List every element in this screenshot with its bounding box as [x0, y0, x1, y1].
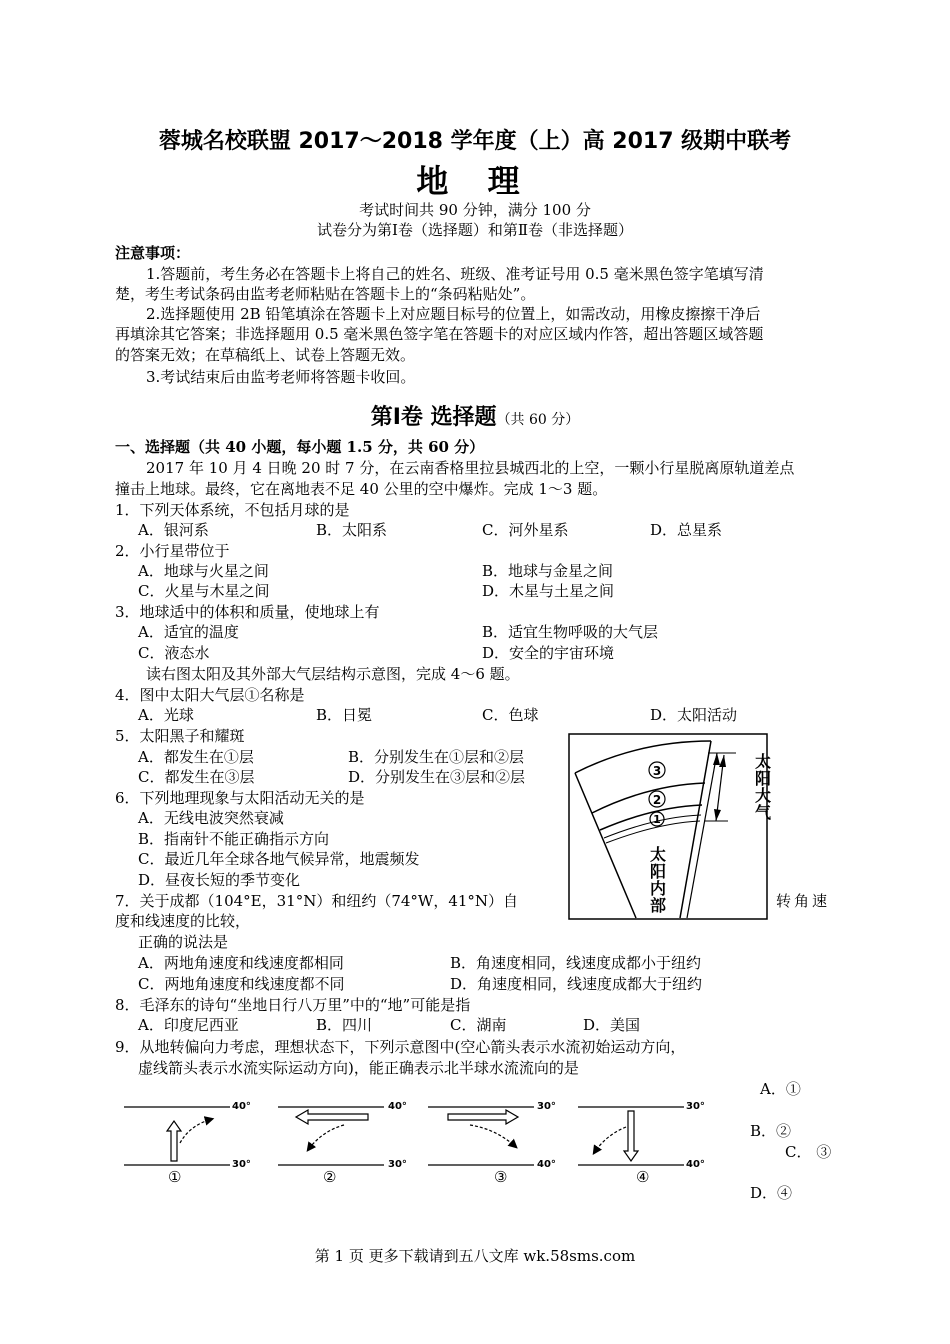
option: A．① — [760, 1080, 801, 1098]
figure-label: ① — [168, 1168, 182, 1186]
question-stem: 3．地球适中的体积和质量，使地球上有 — [115, 603, 380, 621]
subject-title: 地 理 — [416, 162, 534, 200]
sun-interior-label: 太阳内部 — [650, 845, 667, 915]
latitude-label: 40° — [537, 1159, 556, 1170]
question-stem: 6．下列地理现象与太阳活动无关的是 — [115, 789, 365, 807]
flow-figure-2 — [278, 1107, 384, 1165]
page-footer: 第 1 页 更多下载请到五八文库 wk.58sms.com — [314, 1247, 636, 1265]
figure-label: ④ — [636, 1168, 650, 1186]
section-title: 第Ⅰ卷 选择题 — [370, 405, 497, 430]
intro-text: 2017 年 10 月 4 日晚 20 时 7 分，在云南香格里拉县城西北的上空，一颗小行星脱离原轨道差点 — [146, 459, 795, 477]
option: C．最近几年全球各地气候异常，地震频发 — [138, 850, 420, 868]
option: B．地球与金星之间 — [482, 562, 614, 580]
question-stem: 4．图中太阳大气层①名称是 — [115, 686, 305, 704]
actual-flow-arrow — [470, 1125, 516, 1147]
part-heading: 一、选择题（共 40 小题，每小题 1.5 分，共 60 分） — [115, 438, 485, 456]
actual-flow-arrow — [308, 1125, 344, 1150]
figure-label: ② — [323, 1168, 337, 1186]
layer-2-label: 2 — [652, 793, 662, 807]
option: C．都发生在③层 — [138, 768, 255, 786]
option: A．银河系 — [138, 521, 209, 539]
option: D．分别发生在③层和②层 — [348, 768, 526, 786]
latitude-label: 30° — [537, 1101, 556, 1112]
latitude-label: 30° — [388, 1159, 407, 1170]
latitude-label: 40° — [232, 1101, 251, 1112]
option: C．火星与木星之间 — [138, 582, 270, 600]
option: B．指南针不能正确指示方向 — [138, 830, 330, 848]
question-stem: 9．从地转偏向力考虑，理想状态下，下列示意图中(空心箭头表示水流初始运动方向， — [115, 1038, 686, 1056]
option: D．④ — [750, 1184, 793, 1202]
exam-structure: 试卷分为第Ⅰ卷（选择题）和第Ⅱ卷（非选择题） — [316, 221, 634, 239]
question-stem: 2．小行星带位于 — [115, 542, 230, 560]
question-stem: 8．毛泽东的诗句“坐地日行八万里”中的“地”可能是指 — [115, 996, 471, 1014]
option: D．角速度相同，线速度成都大于纽约 — [450, 975, 703, 993]
option: B．太阳系 — [316, 521, 388, 539]
option: B．分别发生在①层和②层 — [348, 748, 525, 766]
note-line: 3.考试结束后由监考老师将答题卡收回。 — [146, 368, 416, 386]
figure-label: ③ — [494, 1168, 508, 1186]
question-stem: 1．下列天体系统，不包括月球的是 — [115, 501, 350, 519]
option: A．地球与火星之间 — [138, 562, 269, 580]
note-line: 2.选择题使用 2B 铅笔填涂在答题卡上对应题目标号的位置上，如需改动，用橡皮擦擦干净后 — [146, 305, 761, 323]
option: D．总星系 — [650, 521, 723, 539]
option: C．河外星系 — [482, 521, 569, 539]
layer-3-label: 3 — [652, 764, 662, 778]
option: D．昼夜长短的季节变化 — [138, 871, 301, 889]
initial-flow-arrow — [167, 1121, 181, 1161]
initial-flow-arrow — [448, 1110, 518, 1124]
latitude-label: 40° — [686, 1159, 705, 1170]
intro-text: 撞击上地球。最终，它在离地表不足 40 公里的空中爆炸。完成 1～3 题。 — [115, 480, 608, 498]
option: D．美国 — [583, 1016, 641, 1034]
option: C．湖南 — [450, 1016, 507, 1034]
option: D．太阳活动 — [650, 706, 738, 724]
option: A．适宜的温度 — [138, 623, 239, 641]
note-line: 的答案无效；在草稿纸上、试卷上答题无效。 — [115, 346, 416, 364]
section-score: （共 60 分） — [496, 412, 580, 428]
question-stem: 正确的说法是 — [138, 933, 229, 951]
latitude-label: 30° — [686, 1101, 705, 1112]
initial-flow-arrow — [296, 1110, 368, 1124]
exam-time-info: 考试时间共 90 分钟，满分 100 分 — [359, 201, 591, 219]
question-stem: 7．关于成都（104°E，31°N）和纽约（74°W，41°N）自 — [115, 892, 519, 910]
option: B．② — [750, 1122, 792, 1140]
option: B．角速度相同，线速度成都小于纽约 — [450, 954, 702, 972]
option: A．两地角速度和线速度都相同 — [138, 954, 344, 972]
layer-1-label: 1 — [653, 813, 661, 826]
option: A．印度尼西亚 — [138, 1016, 239, 1034]
notes-heading: 注意事项： — [115, 244, 191, 262]
latitude-label: 30° — [232, 1159, 251, 1170]
option: D．木星与土星之间 — [482, 582, 615, 600]
flow-figure-4 — [578, 1107, 684, 1165]
exam-title: 蓉城名校联盟 2017～2018 学年度（上）高 2017 级期中联考 — [158, 129, 792, 154]
intro-text: 读右图太阳及其外部大气层结构示意图，完成 4～6 题。 — [146, 665, 520, 683]
latitude-label: 40° — [388, 1101, 407, 1112]
note-line: 再填涂其它答案；非选择题用 0.5 毫米黑色签字笔在答题卡的对应区域内作答，超出答题区域答题 — [115, 325, 764, 343]
question-stem: 5．太阳黑子和耀斑 — [115, 727, 245, 745]
sun-atmosphere-label: 太阳大气 — [755, 752, 772, 822]
actual-flow-arrow — [180, 1119, 212, 1143]
option: A．无线电波突然衰减 — [138, 809, 284, 827]
option: A．光球 — [138, 706, 194, 724]
option: A．都发生在①层 — [138, 748, 254, 766]
actual-flow-arrow — [594, 1127, 626, 1153]
question-stem: 度和线速度的比较， — [115, 912, 251, 930]
section-heading — [0, 400, 950, 431]
flow-figure-1 — [124, 1107, 230, 1165]
flow-figure-3 — [428, 1107, 534, 1165]
initial-flow-arrow — [624, 1111, 638, 1161]
sun-structure-figure — [568, 733, 768, 920]
option: B．日冕 — [316, 706, 373, 724]
option: C． ③ — [785, 1143, 832, 1161]
option: B．适宜生物呼吸的大气层 — [482, 623, 659, 641]
question-stem: 虚线箭头表示水流实际运动方向)，能正确表示北半球水流流向的是 — [138, 1059, 579, 1077]
option: C．液态水 — [138, 644, 210, 662]
option: B．四川 — [316, 1016, 373, 1034]
option: C．两地角速度和线速度都不同 — [138, 975, 345, 993]
note-line: 楚，考生考试条码由监考老师粘贴在答题卡上的“条码粘贴处”。 — [115, 285, 536, 303]
option: D．安全的宇宙环境 — [482, 644, 615, 662]
question-stem: 转角速 — [776, 892, 831, 910]
note-line: 1.答题前，考生务必在答题卡上将自己的姓名、班级、准考证号用 0.5 毫米黑色签字笔填写清 — [146, 265, 764, 283]
option: C．色球 — [482, 706, 539, 724]
